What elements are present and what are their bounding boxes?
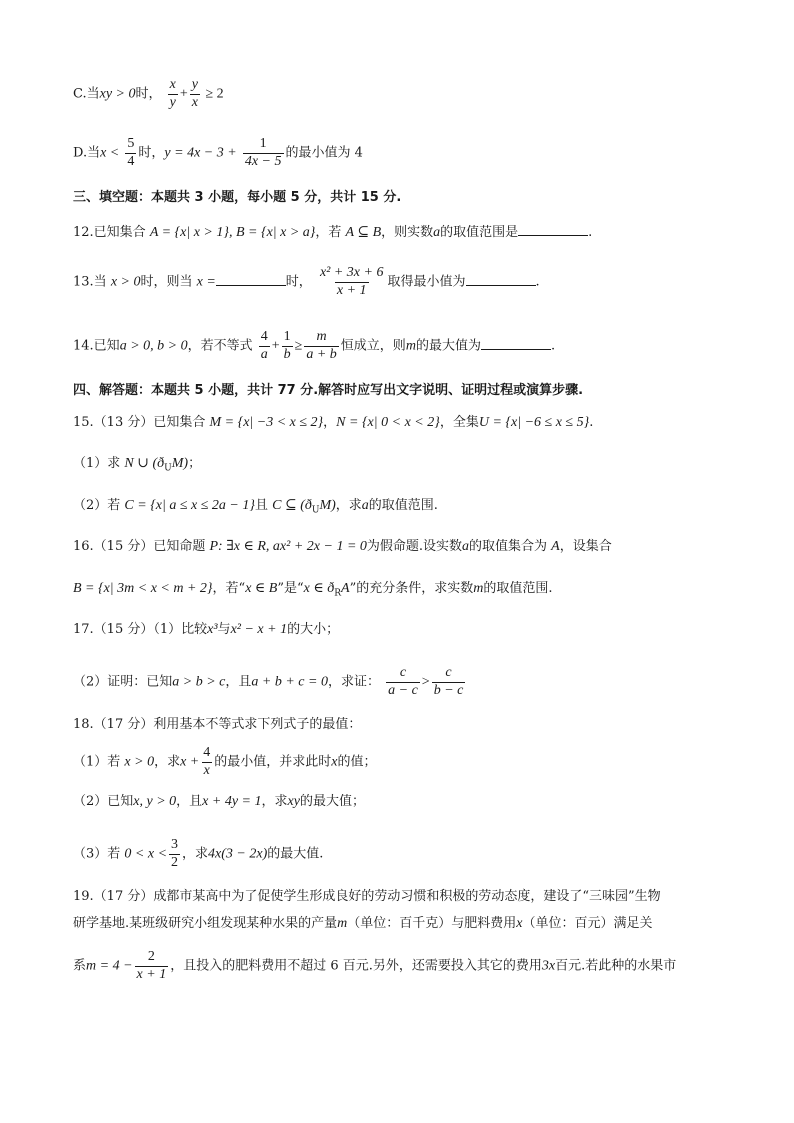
question-18: 18.（17 分）利用基本不等式求下列式子的最值： (73, 717, 362, 732)
question-12: 12.已知集合 A = {x| x > 1}, B = {x| x > a}，若 A ⊆ B，则实数a的取值范围是 . (73, 225, 593, 240)
fraction: $\frac{2}{x + 1}$ (136, 949, 167, 982)
question-15-part-2: （2）若 C = {x| a ≤ x ≤ 2a − 1}且 C ⊆ $(ð_UM)$，求a的取值范围. (73, 498, 438, 516)
answer-blank[interactable] (466, 273, 536, 286)
fraction: $\frac{m}{a + b}$ (306, 329, 337, 362)
question-18-part-2: （2）已知x, y > 0，且x + 4y = 1，求xy的最大值； (73, 794, 365, 809)
option-c: C.当xy > 0时， $\frac{x}{y}$ + $\frac{y}{x}$ ≥ 2 (73, 77, 224, 110)
answer-blank[interactable] (481, 337, 551, 350)
fraction: $\frac{1}{b}$ (283, 329, 291, 362)
fraction: $\frac{c}{b - c}$ (433, 665, 464, 698)
fraction: $\frac{c}{a - c}$ (388, 665, 418, 698)
question-15-part-1: （1）求 N ∪ $(ð_UM)$； (73, 456, 202, 474)
question-17-part-2: （2）证明：已知a > b > c，且a + b + c = 0，求证： $\frac{c}{a - c}$ > $\frac{c}{b - c}$ (73, 665, 464, 698)
option-d: D.当x < $\frac{5}{4}$ 时，y = 4x − 3 + $\frac{1}{4x - 5}$ 的最小值为 4 (73, 136, 363, 169)
fraction: $\frac{x}{y}$ (169, 77, 176, 110)
section-3-heading: 三、填空题：本题共 3 小题，每小题 5 分，共计 15 分. (73, 190, 402, 205)
answer-blank[interactable] (518, 223, 588, 236)
fraction: $\frac{1}{4x - 5}$ (244, 136, 282, 169)
fraction: $\frac{4}{a}$ (260, 329, 268, 362)
question-19-line-2: 研学基地.某班级研究小组发现某种水果的产量m（单位：百千克）与肥料费用x（单位：百元）满足关 (73, 916, 653, 931)
question-16: 16.（15 分）已知命题 P: ∃x ∈ R, ax² + 2x − 1 = 0为假命题.设实数a的取值集合为 A，设集合 (73, 539, 612, 554)
fraction: $\frac{3}{2}$ (171, 837, 179, 870)
fraction: $\frac{\text{x² + 3x + 6}}{x + 1}$ (319, 265, 384, 298)
question-13: 13.当 x > 0时，则当 x = 时， $\frac{\text{x² + 3x + 6}}{x + 1}$ 取得最小值为 . (73, 265, 540, 298)
question-18-part-1: （1）若 x > 0，求x + $\frac{4}{x}$ 的最小值，并求此时x的值； (73, 745, 377, 778)
question-16-line-2: B = {x| 3m < x < m + 2}，若“x ∈ B”是“x ∈ $ð_RA$”的充分条件，求实数m的取值范围. (73, 581, 553, 599)
fraction: $\frac{5}{4}$ (127, 136, 135, 169)
answer-blank[interactable] (216, 273, 286, 286)
section-4-heading: 四、解答题：本题共 5 小题，共计 77 分.解答时应写出文字说明、证明过程或演算步骤. (73, 383, 584, 398)
question-15: 15.（13 分）已知集合 M = {x| −3 < x ≤ 2}，N = {x| 0 < x < 2}，全集U = {x| −6 ≤ x ≤ 5}. (73, 415, 594, 430)
question-17: 17.（15 分）（1）比较x³与x² − x + 1的大小； (73, 622, 340, 637)
question-19: 19.（17 分）成都市某高中为了促使学生形成良好的劳动习惯和积极的劳动态度，建设了“三味园”生物 (73, 889, 661, 904)
question-19-line-3: 系m = 4 − $\frac{2}{x + 1}$ ，且投入的肥料费用不超过 6 百元.另外，还需要投入其它的费用3x百元.若此种的水果市 (73, 949, 677, 982)
question-18-part-3: （3）若 0 < x < $\frac{3}{2}$ ，求4x(3 − 2x)的最大值. (73, 837, 324, 870)
fraction: $\frac{4}{x}$ (203, 745, 211, 778)
question-14: 14.已知a > 0, b > 0，若不等式 $\frac{4}{a}$ + $\frac{1}{b}$ ≥ $\frac{m}{a + b}$ 恒成立，则m的最大值为 . (73, 329, 556, 362)
fraction: $\frac{y}{x}$ (191, 77, 198, 110)
